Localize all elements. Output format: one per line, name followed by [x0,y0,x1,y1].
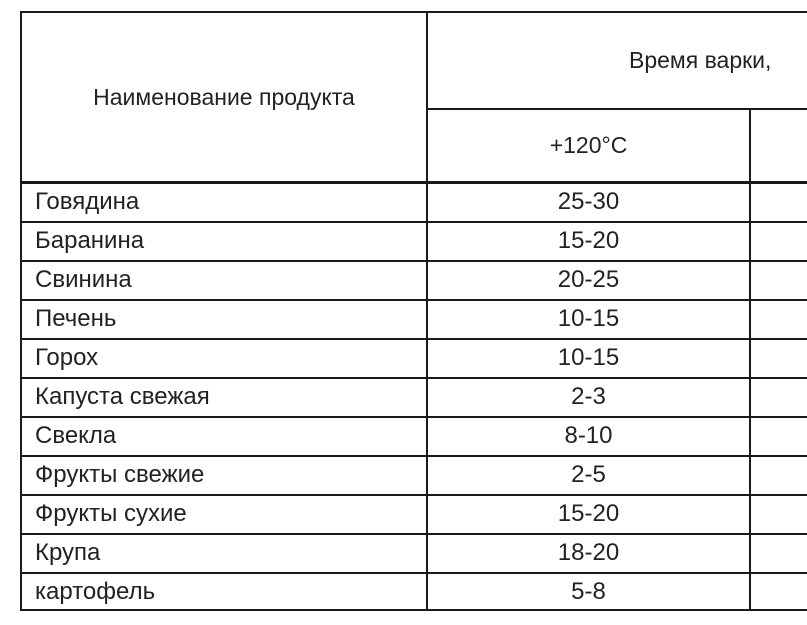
product-name-cell: картофель [35,577,156,605]
cooking-time-cell: 5-8 [571,577,606,605]
product-name-cell: Баранина [35,227,145,254]
product-name-cell: Фрукты свежие [35,461,205,488]
cooking-time-cell: 10-15 [557,305,620,332]
product-name-cell: Крупа [35,539,101,566]
cooking-time-cell: 10-15 [557,344,620,371]
row-divider [20,455,807,457]
header-product-name: Наименование продукта [93,83,355,110]
row-divider [20,533,807,535]
row-divider [20,299,807,301]
cooking-time-cell: 25-30 [557,188,620,215]
product-name-cell: Говядина [35,188,140,215]
table-border-top [20,11,807,13]
cooking-time-cell: 2-3 [571,383,606,410]
product-name-cell: Капуста свежая [35,383,210,410]
cooking-time-cell: 15-20 [557,227,620,254]
header-cooking-time: Время варки, [629,47,772,73]
product-name-cell: Фрукты сухие [35,500,187,527]
cooking-time-cell: 2-5 [571,461,606,488]
cooking-time-cell: 20-25 [557,266,620,293]
table-border-left [20,11,22,611]
row-divider [20,260,807,262]
product-name-cell: Свекла [35,422,117,449]
row-divider [20,338,807,340]
column-divider-name [426,11,428,611]
product-name-cell: Горох [35,344,99,371]
row-divider [20,416,807,418]
header-temperature-120: +120°C [549,132,628,158]
header-extra-column [750,109,807,182]
row-divider [20,572,807,574]
product-name-cell: Печень [35,305,117,332]
table-border-bottom [20,609,807,611]
row-divider [20,377,807,379]
row-divider [20,221,807,223]
header-bottom-border [20,181,807,184]
row-divider [20,494,807,496]
cooking-time-cell: 15-20 [557,500,620,527]
cooking-time-cell: 18-20 [557,539,620,566]
header-subdivider [426,108,807,110]
cooking-time-cell: 8-10 [564,422,613,449]
product-name-cell: Свинина [35,266,132,293]
